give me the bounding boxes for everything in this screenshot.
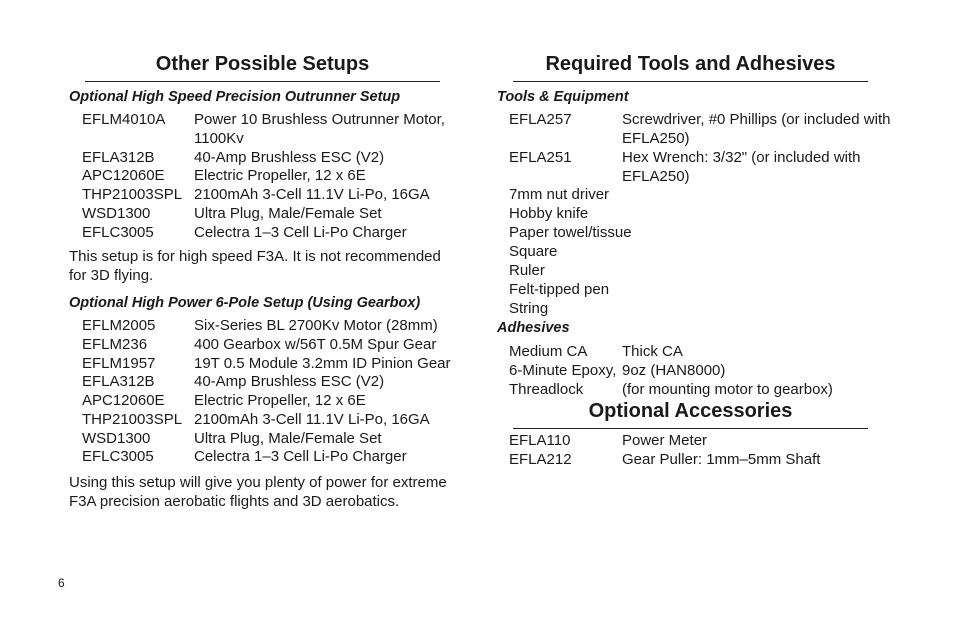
part-code: WSD1300 <box>82 430 151 447</box>
part-description: 40-Amp Brushless ESC (V2) <box>194 149 385 166</box>
table-row <box>509 361 899 380</box>
list-item: String <box>509 300 549 317</box>
part-code: EFLM1957 <box>82 355 156 372</box>
part-code: EFLC3005 <box>82 448 154 465</box>
table-row <box>509 110 899 148</box>
part-description: Celectra 1–3 Cell Li-Po Charger <box>194 224 407 241</box>
optional-accessories-title: Optional Accessories <box>588 400 793 422</box>
table-row <box>82 372 472 391</box>
part-code: EFLA212 <box>509 451 572 468</box>
optional-accessories-rule <box>513 428 868 429</box>
setup2-note <box>69 473 469 511</box>
part-description: Power 10 Brushless Outrunner Motor, <box>194 111 445 128</box>
table-row <box>509 148 899 186</box>
table-row <box>509 380 899 399</box>
part-description: Screwdriver, #0 Phillips (or included with <box>622 111 891 128</box>
setup1-note <box>69 247 469 285</box>
required-tools-title: Required Tools and Adhesives <box>545 53 836 75</box>
adhesive-name: Medium CA <box>509 343 588 360</box>
table-row <box>82 166 462 185</box>
table-row <box>82 316 472 335</box>
other-setups-rule <box>85 81 440 82</box>
part-code: THP21003SPL <box>82 411 183 428</box>
adhesive-detail: (for mounting motor to gearbox) <box>622 381 833 398</box>
part-description: Gear Puller: 1mm–5mm Shaft <box>622 451 821 468</box>
part-description: Electric Propeller, 12 x 6E <box>194 167 366 184</box>
part-description: Power Meter <box>622 432 708 449</box>
part-code: EFLA251 <box>509 149 572 166</box>
part-description: Electric Propeller, 12 x 6E <box>194 392 366 409</box>
part-description: Ultra Plug, Male/Female Set <box>194 205 382 222</box>
setup1-note-line: for 3D flying. <box>69 267 154 284</box>
part-description-cont: 1100Kv <box>194 130 244 147</box>
required-tools-rule <box>513 81 868 82</box>
part-code: WSD1300 <box>82 205 151 222</box>
table-row <box>509 342 899 361</box>
table-row <box>82 204 462 223</box>
adhesive-name: Threadlock <box>509 381 584 398</box>
adhesive-detail: Thick CA <box>622 343 683 360</box>
list-item: Felt-tipped pen <box>509 281 610 298</box>
tools-list <box>509 185 809 318</box>
part-description: 40-Amp Brushless ESC (V2) <box>194 373 385 390</box>
part-description: 2100mAh 3-Cell 11.1V Li-Po, 16GA <box>194 186 430 203</box>
table-row <box>82 148 462 167</box>
table-row <box>82 447 472 466</box>
part-description: Six-Series BL 2700Kv Motor (28mm) <box>194 317 438 334</box>
part-description: 2100mAh 3-Cell 11.1V Li-Po, 16GA <box>194 411 430 428</box>
part-description: Ultra Plug, Male/Female Set <box>194 430 382 447</box>
list-item: Paper towel/tissue <box>509 224 632 241</box>
setup2-note-line: Using this setup will give you plenty of power for extreme <box>69 474 447 491</box>
table-row <box>82 410 472 429</box>
part-code: EFLM4010A <box>82 111 166 128</box>
part-description-cont: EFLA250) <box>622 130 690 147</box>
part-code: EFLA110 <box>509 432 571 449</box>
table-row <box>82 391 472 410</box>
part-code: EFLA257 <box>509 111 572 128</box>
setup2-note-line: F3A precision aerobatic flights and 3D aerobatics. <box>69 493 400 510</box>
list-item: Hobby knife <box>509 205 589 222</box>
part-code: EFLC3005 <box>82 224 154 241</box>
tools-subtitle: Tools & Equipment <box>497 89 629 105</box>
part-code: EFLA312B <box>82 149 155 166</box>
adhesives-subtitle: Adhesives <box>497 320 570 336</box>
part-code: EFLA312B <box>82 373 155 390</box>
part-description-cont: EFLA250) <box>622 168 690 185</box>
page-number: 6 <box>58 576 65 590</box>
part-code: APC12060E <box>82 392 165 409</box>
table-row <box>82 335 472 354</box>
table-row <box>509 450 899 469</box>
part-code: THP21003SPL <box>82 186 183 203</box>
setup1-note-line: This setup is for high speed F3A. It is not recommended <box>69 248 441 265</box>
adhesive-detail: 9oz (HAN8000) <box>622 362 726 379</box>
setup2-subtitle: Optional High Power 6-Pole Setup (Using Gearbox) <box>69 295 421 311</box>
table-row <box>82 110 462 148</box>
part-description: Hex Wrench: 3/32" (or included with <box>622 149 861 166</box>
list-item: Square <box>509 243 558 260</box>
part-description: 400 Gearbox w/56T 0.5M Spur Gear <box>194 336 437 353</box>
list-item: Ruler <box>509 262 545 279</box>
adhesive-name: 6-Minute Epoxy, <box>509 362 617 379</box>
other-setups-title: Other Possible Setups <box>155 53 370 75</box>
setup1-subtitle: Optional High Speed Precision Outrunner Setup <box>69 89 401 105</box>
part-code: EFLM2005 <box>82 317 156 334</box>
part-code: APC12060E <box>82 167 165 184</box>
table-row <box>82 185 462 204</box>
table-row <box>82 354 472 373</box>
part-description: Celectra 1–3 Cell Li-Po Charger <box>194 448 407 465</box>
part-code: EFLM236 <box>82 336 148 353</box>
table-row <box>82 223 462 242</box>
part-description: 19T 0.5 Module 3.2mm ID Pinion Gear <box>194 355 451 372</box>
table-row <box>509 431 899 450</box>
table-row <box>82 429 472 448</box>
list-item: 7mm nut driver <box>509 186 610 203</box>
